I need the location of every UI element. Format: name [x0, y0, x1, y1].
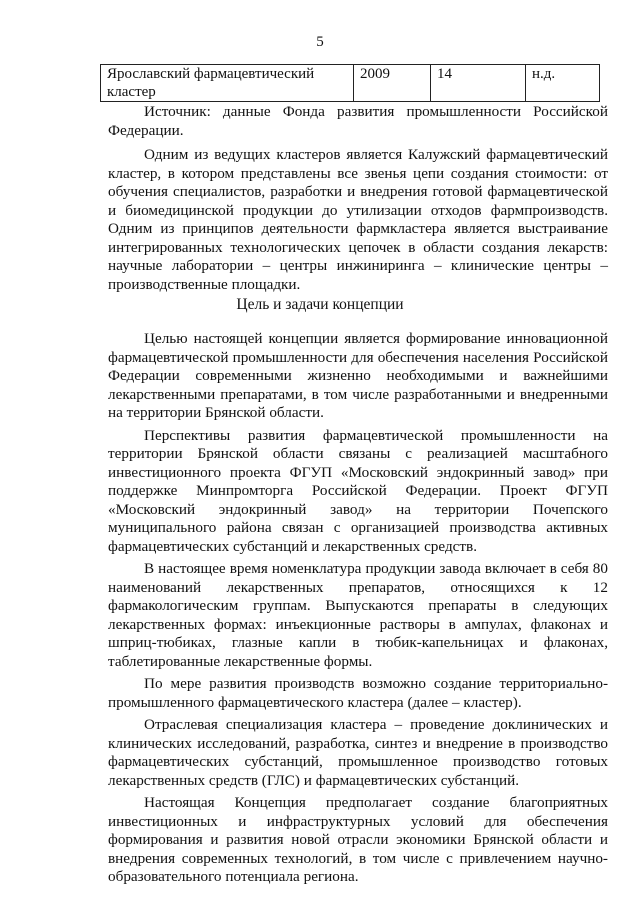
paragraph: В настоящее время номенклатура продукции завода включает в себя 80 наименований лекарственных препаратов, относящихся к 12 фармакологическим группам. Выпускаются препараты в следующих лекарственных формах: инъекционные растворы в ампулах, флаконах и шприц-тюбиках, глазные капли в тюбик-капельницах и флаконах, таблетированные лекарственные формы. — [108, 560, 608, 670]
paragraph: Отраслевая специализация кластера – проведение доклинических и клинических исследований, разработка, синтез и внедрение в производство фармацевтических субстанций, промышленное производство готовых лекарственных средств (ГЛС) и фармацевтических субстанций. — [108, 716, 608, 789]
cluster-name-cell: Ярославский фармацевтический кластер — [101, 65, 354, 102]
paragraph: Настоящая Концепция предполагает создание благоприятных инвестиционных и инфраструктурных условий для обеспечения формирования и развития новой отрасли экономики Брянской области и внедрения современных технологий, в том числе с привлечением научно-образовательного потенциала региона. — [108, 794, 608, 885]
paragraph: Одним из ведущих кластеров является Калужский фармацевтический кластер, в котором представлены все звенья цепи создания стоимости: от обучения специалистов, разработки и внедрения готовой фармацевтической и биомедицинской продукции до утилизации отходов фармпроизводств. Одним из принципов деятельности фармкластера является выстраивание интегрированных технологических цепочек в области создания лекарств: научные лаборатории – центры инжиниринга – клинические центры – производственные площадки. — [108, 146, 608, 293]
table-row — [101, 65, 600, 102]
value-cell: н.д. — [526, 65, 600, 102]
cluster-table — [100, 64, 600, 102]
year-cell: 2009 — [354, 65, 431, 102]
source-note: Источник: данные Фонда развития промышленности Российской Федерации. — [108, 103, 608, 139]
page-number: 5 — [316, 34, 324, 50]
count-cell: 14 — [431, 65, 526, 102]
paragraph: По мере развития производств возможно создание территориально-промышленного фармацевтического кластера (далее – кластер). — [108, 675, 608, 711]
paragraph: Целью настоящей концепции является формирование инновационной фармацевтической промышленности для обеспечения населения Российской Федерации современными жизненно необходимыми и важнейшими лекарственными препаратами, в том числе разработанными и внедренными на территории Брянской области. — [108, 330, 608, 421]
section-heading: Цель и задачи концепции — [236, 296, 404, 313]
intro-text — [108, 103, 608, 298]
main-text — [108, 330, 608, 891]
paragraph: Перспективы развития фармацевтической промышленности на территории Брянской области связаны с реализацией масштабного инвестиционного проекта ФГУП «Московский эндокринный завод» при поддержке Минпромторга Российской Федерации. Проект ФГУП «Московский эндокринный завод» на территории Почепского муниципального района связан с организацией производства активных фармацевтических субстанций и лекарственных средств. — [108, 426, 608, 555]
